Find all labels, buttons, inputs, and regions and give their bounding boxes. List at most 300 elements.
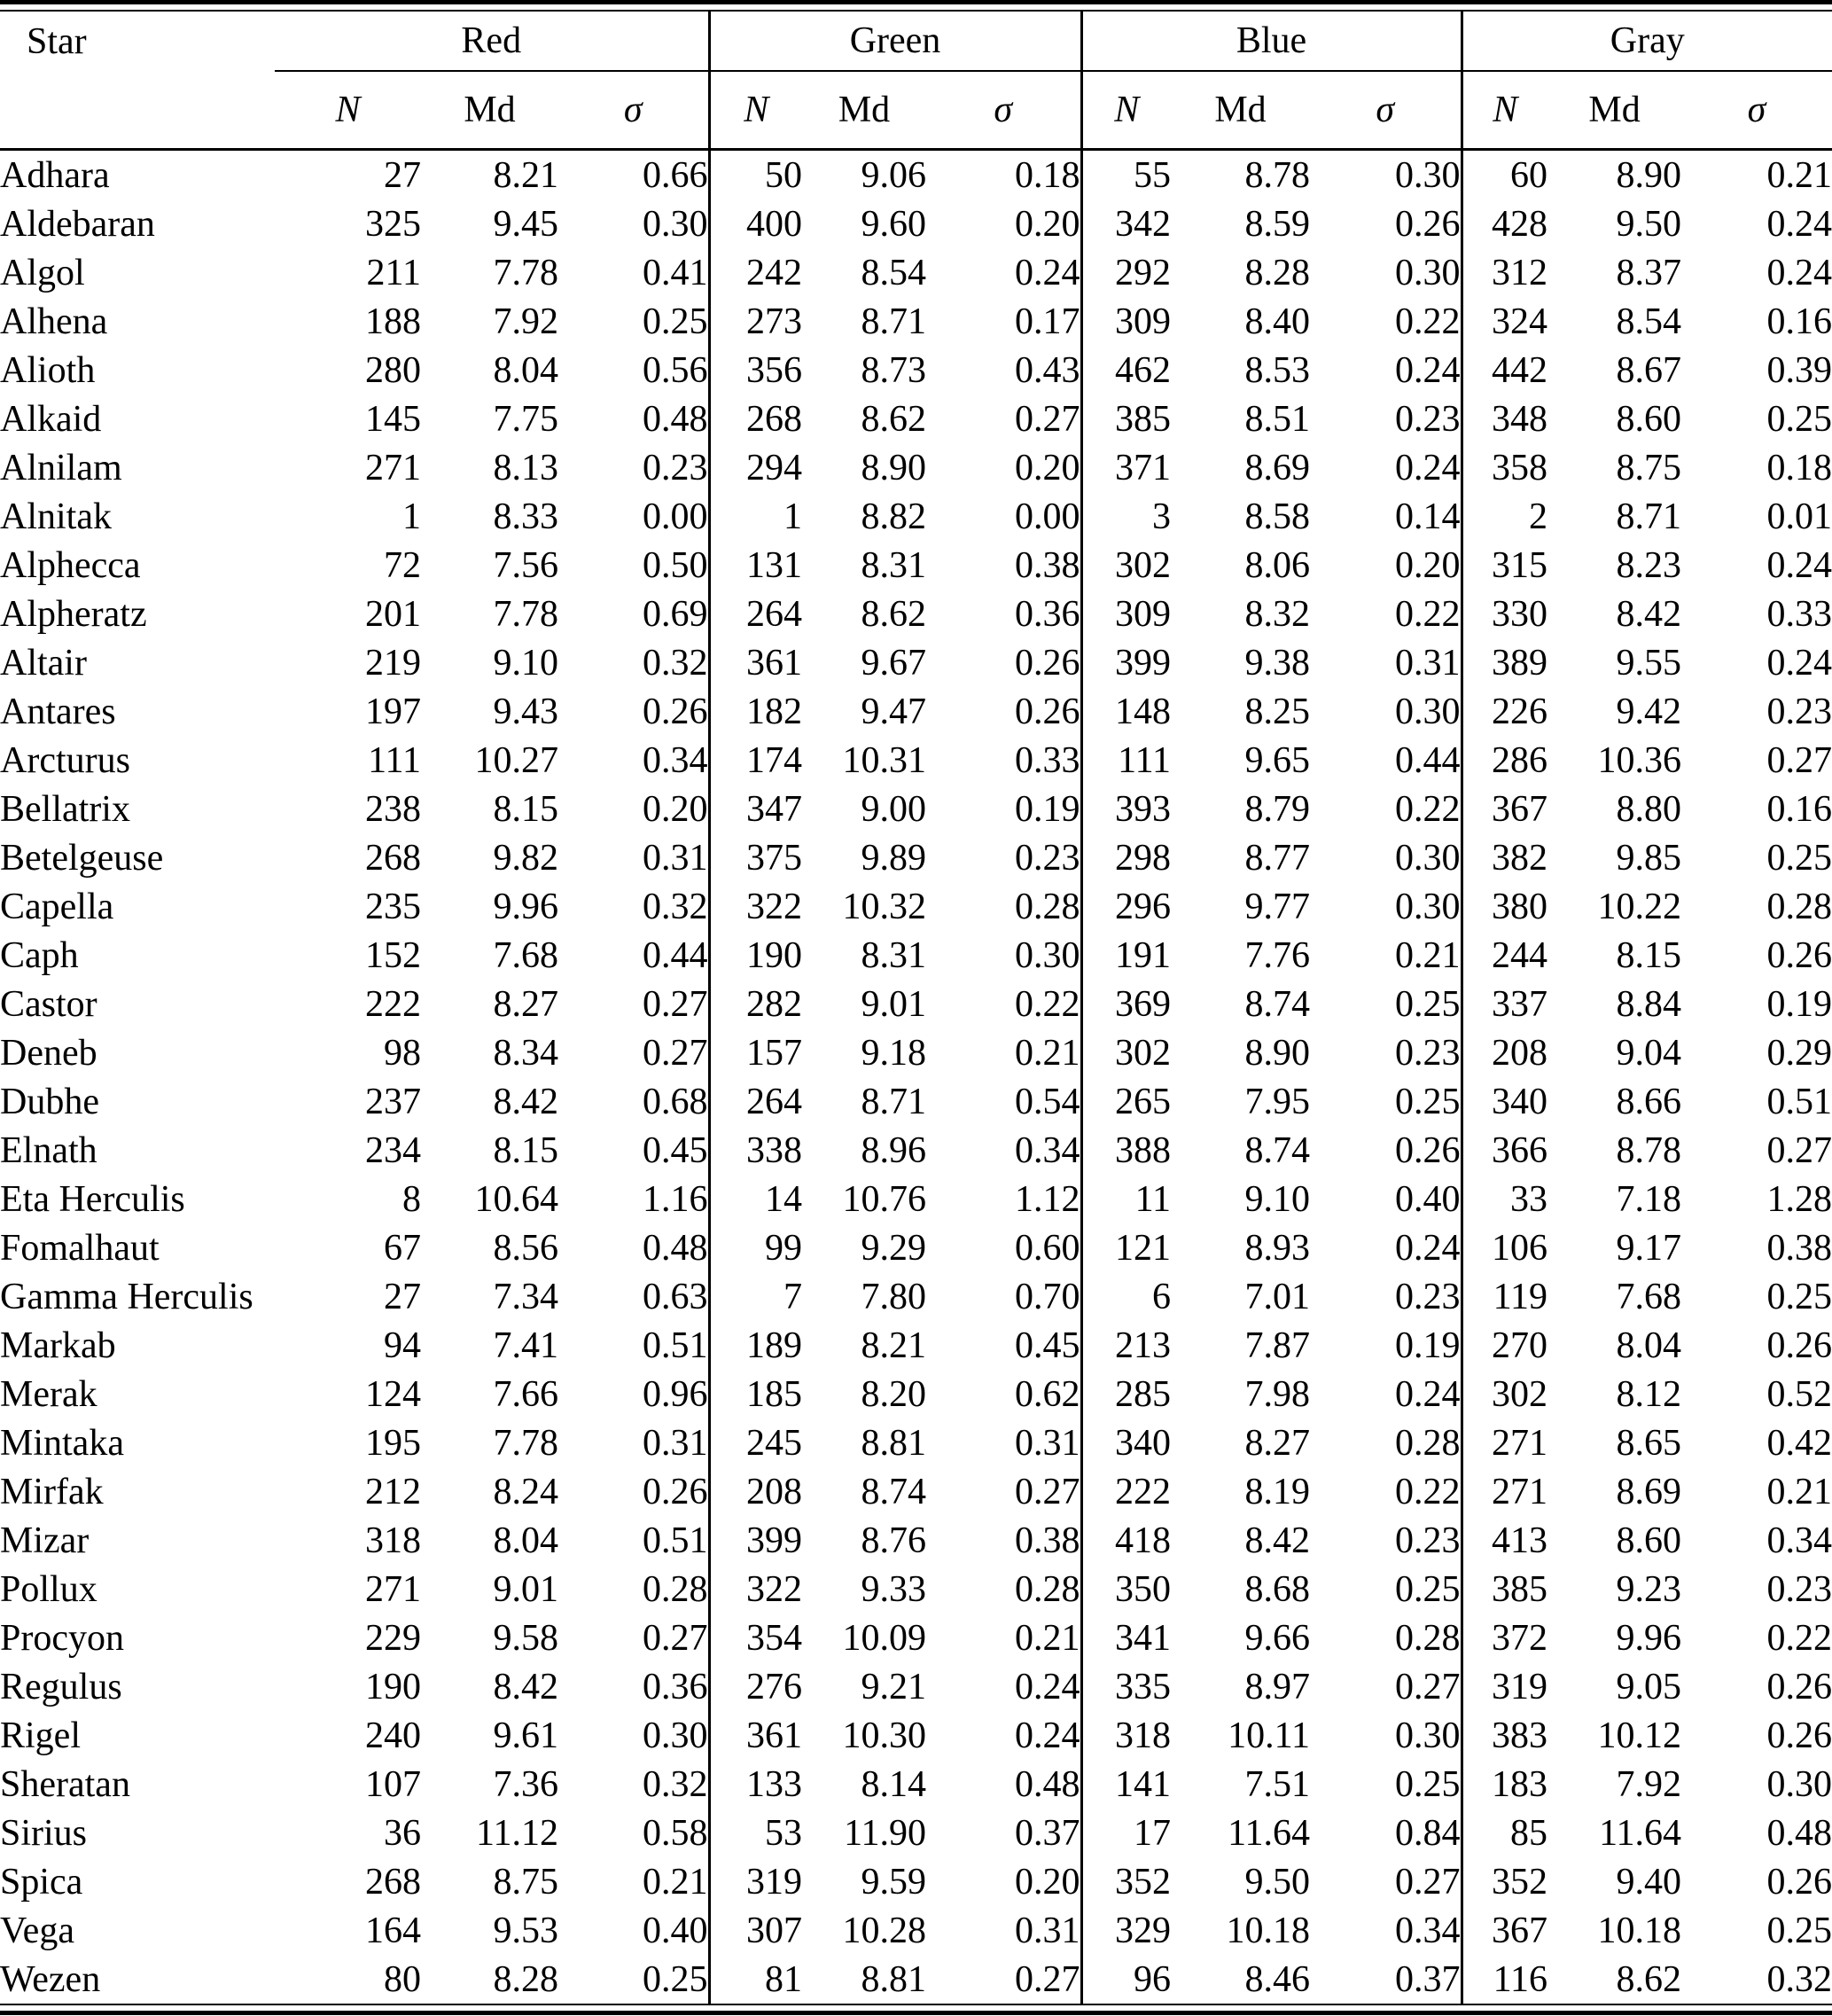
blue-md-header bbox=[1171, 71, 1310, 150]
red-md-cell: 7.36 bbox=[493, 1763, 558, 1805]
red-sig-cell: 0.56 bbox=[643, 349, 708, 391]
gray-n-cell: 271 bbox=[1462, 1467, 1547, 1516]
blue-n-cell: 318 bbox=[1081, 1711, 1171, 1760]
gray-sig-cell: 0.26 bbox=[1766, 1324, 1832, 1366]
red-n-cell: 72 bbox=[384, 544, 421, 586]
n-label: N bbox=[744, 90, 769, 130]
table-row bbox=[0, 736, 1832, 785]
star-name-cell: Sheratan bbox=[0, 1763, 130, 1805]
red-md-cell: 7.41 bbox=[493, 1324, 558, 1366]
red-md-cell: 8.27 bbox=[493, 983, 558, 1025]
red-md-cell: 7.68 bbox=[493, 934, 558, 976]
green-n-cell: 268 bbox=[709, 395, 802, 443]
table-row bbox=[0, 590, 1832, 638]
gray-md-cell: 8.42 bbox=[1616, 593, 1682, 635]
red-n-cell: 240 bbox=[365, 1715, 421, 1756]
gray-md-cell: 8.04 bbox=[1616, 1324, 1682, 1366]
blue-n-cell: 371 bbox=[1081, 443, 1171, 492]
md-label: Md bbox=[464, 90, 516, 130]
table-row bbox=[0, 980, 1832, 1028]
green-sig-cell: 0.54 bbox=[1015, 1081, 1080, 1122]
green-sig-cell: 0.17 bbox=[1015, 301, 1080, 342]
green-md-cell: 11.90 bbox=[844, 1812, 927, 1854]
blue-sig-cell: 0.28 bbox=[1395, 1422, 1461, 1464]
blue-sig-cell: 0.20 bbox=[1395, 544, 1461, 586]
blue-n-cell: 309 bbox=[1081, 590, 1171, 638]
blue-md-cell: 11.64 bbox=[1228, 1812, 1311, 1854]
gray-md-cell: 10.22 bbox=[1597, 886, 1682, 927]
red-md-cell: 8.56 bbox=[493, 1227, 558, 1269]
blue-sig-cell: 0.30 bbox=[1395, 691, 1461, 732]
sigma-label: σ bbox=[623, 90, 643, 130]
red-sigma-header bbox=[558, 71, 709, 150]
red-n-cell: 280 bbox=[365, 349, 421, 391]
gray-md-cell: 8.80 bbox=[1616, 788, 1682, 830]
red-sig-cell: 0.28 bbox=[643, 1568, 708, 1610]
star-name-cell: Bellatrix bbox=[0, 788, 130, 830]
gray-n-cell: 324 bbox=[1462, 297, 1547, 346]
blue-md-cell: 8.40 bbox=[1244, 301, 1311, 342]
red-n-cell: 197 bbox=[365, 691, 421, 732]
red-sig-cell: 0.50 bbox=[643, 544, 708, 586]
blue-md-cell: 8.06 bbox=[1244, 544, 1311, 586]
top-double-rule bbox=[0, 0, 1832, 12]
green-n-cell: 264 bbox=[709, 590, 802, 638]
blue-md-cell: 8.59 bbox=[1244, 203, 1311, 245]
green-n-cell: 264 bbox=[709, 1077, 802, 1126]
gray-sig-cell: 0.39 bbox=[1766, 349, 1832, 391]
red-md-cell: 7.66 bbox=[493, 1373, 558, 1415]
blue-n-cell: 329 bbox=[1081, 1906, 1171, 1955]
red-md-cell: 7.78 bbox=[493, 593, 558, 635]
blue-md-cell: 7.01 bbox=[1244, 1276, 1311, 1317]
table-row bbox=[0, 443, 1832, 492]
blue-md-cell: 9.10 bbox=[1244, 1178, 1311, 1220]
gray-n-cell: 340 bbox=[1462, 1077, 1547, 1126]
green-sig-cell: 0.31 bbox=[1015, 1422, 1080, 1464]
gray-md-cell: 9.17 bbox=[1616, 1227, 1682, 1269]
gray-sig-cell: 0.26 bbox=[1766, 1715, 1832, 1756]
table-row bbox=[0, 1955, 1832, 2004]
red-md-cell: 7.78 bbox=[493, 1422, 558, 1464]
md-label: Md bbox=[1214, 90, 1267, 130]
green-sig-cell: 0.26 bbox=[1015, 691, 1080, 732]
blue-n-cell: 298 bbox=[1081, 833, 1171, 882]
gray-md-cell: 7.68 bbox=[1616, 1276, 1682, 1317]
green-sig-cell: 0.24 bbox=[1015, 252, 1080, 293]
table-row bbox=[0, 1126, 1832, 1175]
red-md-cell: 8.15 bbox=[493, 788, 558, 830]
green-n-cell: 157 bbox=[709, 1028, 802, 1077]
red-sig-cell: 0.25 bbox=[643, 301, 708, 342]
blue-sig-cell: 0.30 bbox=[1395, 154, 1461, 196]
red-md-cell: 8.33 bbox=[493, 496, 558, 537]
gray-md-cell: 8.84 bbox=[1616, 983, 1682, 1025]
gray-sig-cell: 0.26 bbox=[1766, 1666, 1832, 1707]
table-row bbox=[0, 882, 1832, 931]
blue-sig-cell: 0.23 bbox=[1395, 1032, 1461, 1074]
gray-n-cell: 389 bbox=[1462, 638, 1547, 687]
star-name-cell: Alnilam bbox=[0, 447, 122, 488]
gray-sig-cell: 0.32 bbox=[1766, 1958, 1832, 2000]
blue-n-cell: 17 bbox=[1081, 1809, 1171, 1857]
red-md-cell: 9.01 bbox=[493, 1568, 558, 1610]
gray-md-cell: 9.05 bbox=[1616, 1666, 1682, 1707]
gray-sig-cell: 0.33 bbox=[1766, 593, 1832, 635]
table-row bbox=[0, 1321, 1832, 1370]
red-sig-cell: 0.58 bbox=[643, 1812, 708, 1854]
blue-sig-cell: 0.24 bbox=[1395, 349, 1461, 391]
blue-sig-cell: 0.21 bbox=[1395, 934, 1461, 976]
blue-n-cell: 213 bbox=[1081, 1321, 1171, 1370]
gray-n-cell: 226 bbox=[1462, 687, 1547, 736]
green-sig-cell: 0.26 bbox=[1015, 642, 1080, 684]
red-md-cell: 8.28 bbox=[493, 1958, 558, 2000]
star-name-cell: Mirfak bbox=[0, 1471, 104, 1512]
gray-md-cell: 10.18 bbox=[1597, 1910, 1682, 1951]
red-n-cell: 27 bbox=[384, 1276, 421, 1317]
gray-n-cell: 385 bbox=[1462, 1565, 1547, 1614]
red-sig-cell: 0.30 bbox=[643, 1715, 708, 1756]
gray-md-cell: 9.04 bbox=[1616, 1032, 1682, 1074]
green-n-cell: 53 bbox=[709, 1809, 802, 1857]
green-sig-cell: 0.36 bbox=[1015, 593, 1080, 635]
green-md-cell: 8.62 bbox=[861, 593, 927, 635]
red-n-cell: 318 bbox=[365, 1520, 421, 1561]
red-md-cell: 8.13 bbox=[493, 447, 558, 488]
green-n-cell: 99 bbox=[709, 1223, 802, 1272]
green-md-cell: 8.71 bbox=[861, 301, 927, 342]
blue-n-cell: 285 bbox=[1081, 1370, 1171, 1418]
green-n-cell: 208 bbox=[709, 1467, 802, 1516]
blue-md-cell: 8.58 bbox=[1244, 496, 1311, 537]
star-subheader-spacer bbox=[0, 71, 275, 150]
blue-n-cell: 96 bbox=[1081, 1955, 1171, 2004]
green-md-cell: 8.96 bbox=[861, 1129, 927, 1171]
gray-n-cell: 33 bbox=[1462, 1175, 1547, 1223]
blue-sig-cell: 0.22 bbox=[1395, 1471, 1461, 1512]
green-sig-cell: 0.38 bbox=[1015, 1520, 1080, 1561]
gray-sig-cell: 0.38 bbox=[1766, 1227, 1832, 1269]
green-n-cell: 7 bbox=[709, 1272, 802, 1321]
red-sig-cell: 0.00 bbox=[643, 496, 708, 537]
blue-sig-cell: 0.27 bbox=[1395, 1861, 1461, 1903]
red-sig-cell: 0.32 bbox=[643, 886, 708, 927]
blue-md-cell: 9.66 bbox=[1244, 1617, 1311, 1659]
red-sig-cell: 0.40 bbox=[643, 1910, 708, 1951]
gray-n-cell: 348 bbox=[1462, 395, 1547, 443]
green-md-cell: 9.01 bbox=[861, 983, 927, 1025]
green-sigma-header bbox=[926, 71, 1081, 150]
star-column-header: Star bbox=[27, 20, 87, 62]
gray-n-cell: 244 bbox=[1462, 931, 1547, 980]
green-sig-cell: 0.27 bbox=[1015, 1471, 1080, 1512]
gray-md-cell: 9.23 bbox=[1616, 1568, 1682, 1610]
blue-md-cell: 8.77 bbox=[1244, 837, 1311, 879]
red-sig-cell: 0.51 bbox=[643, 1520, 708, 1561]
blue-sig-cell: 0.30 bbox=[1395, 837, 1461, 879]
red-sig-cell: 0.31 bbox=[643, 837, 708, 879]
gray-n-cell: 442 bbox=[1462, 346, 1547, 395]
red-n-cell: 211 bbox=[366, 252, 421, 293]
green-md-cell: 9.06 bbox=[861, 154, 927, 196]
gray-sig-cell: 0.48 bbox=[1766, 1812, 1832, 1854]
star-name-cell: Rigel bbox=[0, 1715, 81, 1756]
red-md-cell: 9.45 bbox=[493, 203, 558, 245]
table-row bbox=[0, 541, 1832, 590]
gray-sig-cell: 0.25 bbox=[1766, 1276, 1832, 1317]
blue-sig-cell: 0.24 bbox=[1395, 1227, 1461, 1269]
gray-sig-cell: 0.25 bbox=[1766, 398, 1832, 440]
green-n-cell: 294 bbox=[709, 443, 802, 492]
group-header-green: Green bbox=[709, 12, 1081, 71]
star-name-cell: Altair bbox=[0, 642, 87, 684]
green-n-cell: 361 bbox=[709, 1711, 802, 1760]
gray-sigma-header bbox=[1681, 71, 1832, 150]
star-name-cell: Alnitak bbox=[0, 496, 112, 537]
gray-n-cell: 302 bbox=[1462, 1370, 1547, 1418]
table-row bbox=[0, 248, 1832, 297]
blue-sig-cell: 0.44 bbox=[1395, 739, 1461, 781]
red-md-cell: 9.58 bbox=[493, 1617, 558, 1659]
gray-sig-cell: 0.01 bbox=[1766, 496, 1832, 537]
gray-n-cell: 413 bbox=[1462, 1516, 1547, 1565]
red-n-cell: 8 bbox=[402, 1178, 421, 1220]
blue-md-cell: 8.28 bbox=[1244, 252, 1311, 293]
blue-md-cell: 8.46 bbox=[1244, 1958, 1311, 2000]
green-sig-cell: 0.22 bbox=[1015, 983, 1080, 1025]
gray-n-cell: 372 bbox=[1462, 1614, 1547, 1662]
red-n-cell: 94 bbox=[384, 1324, 421, 1366]
green-sig-cell: 0.28 bbox=[1015, 886, 1080, 927]
blue-n-cell: 121 bbox=[1081, 1223, 1171, 1272]
gray-sig-cell: 0.26 bbox=[1766, 1861, 1832, 1903]
green-n-cell: 133 bbox=[709, 1760, 802, 1809]
gray-n-cell: 319 bbox=[1462, 1662, 1547, 1711]
star-name-cell: Mintaka bbox=[0, 1422, 124, 1464]
red-sig-cell: 0.48 bbox=[643, 398, 708, 440]
red-n-cell: 238 bbox=[365, 788, 421, 830]
blue-n-cell: 302 bbox=[1081, 1028, 1171, 1077]
gray-md-cell: 8.54 bbox=[1616, 301, 1682, 342]
group-header-gray: Gray bbox=[1462, 12, 1832, 71]
gray-sig-cell: 0.30 bbox=[1766, 1763, 1832, 1805]
red-md-cell: 8.24 bbox=[493, 1471, 558, 1512]
red-md-cell: 8.75 bbox=[493, 1861, 558, 1903]
green-n-cell: 174 bbox=[709, 736, 802, 785]
blue-md-cell: 8.69 bbox=[1244, 447, 1311, 488]
gray-n-cell: 119 bbox=[1462, 1272, 1547, 1321]
table-row bbox=[0, 931, 1832, 980]
blue-n-cell: 3 bbox=[1081, 492, 1171, 541]
red-n-cell: 201 bbox=[365, 593, 421, 635]
red-n-cell: 36 bbox=[384, 1812, 421, 1854]
red-sig-cell: 0.31 bbox=[643, 1422, 708, 1464]
blue-md-cell: 9.65 bbox=[1244, 739, 1311, 781]
red-md-cell: 7.34 bbox=[493, 1276, 558, 1317]
green-n-cell: 361 bbox=[709, 638, 802, 687]
red-n-cell: 164 bbox=[365, 1910, 421, 1951]
blue-md-cell: 8.74 bbox=[1244, 983, 1311, 1025]
blue-md-cell: 8.42 bbox=[1244, 1520, 1311, 1561]
blue-sig-cell: 0.37 bbox=[1395, 1958, 1461, 2000]
green-sig-cell: 0.20 bbox=[1015, 203, 1080, 245]
table-row bbox=[0, 1467, 1832, 1516]
green-n-cell: 354 bbox=[709, 1614, 802, 1662]
bottom-double-rule bbox=[0, 2004, 1832, 2015]
table-header bbox=[0, 12, 1832, 150]
table-row bbox=[0, 1223, 1832, 1272]
gray-md-cell: 11.64 bbox=[1599, 1812, 1682, 1854]
green-n-cell: 50 bbox=[709, 150, 802, 200]
gray-md-cell: 9.96 bbox=[1616, 1617, 1682, 1659]
gray-n-cell: 367 bbox=[1462, 1906, 1547, 1955]
gray-n-cell: 271 bbox=[1462, 1418, 1547, 1467]
blue-sig-cell: 0.14 bbox=[1395, 496, 1461, 537]
red-n-cell: 271 bbox=[365, 1568, 421, 1610]
blue-sig-cell: 0.19 bbox=[1395, 1324, 1461, 1366]
gray-n-cell: 337 bbox=[1462, 980, 1547, 1028]
blue-n-cell: 292 bbox=[1081, 248, 1171, 297]
gray-n-cell: 366 bbox=[1462, 1126, 1547, 1175]
green-md-cell: 10.76 bbox=[842, 1178, 927, 1220]
blue-sig-cell: 0.26 bbox=[1395, 203, 1461, 245]
star-name-cell: Deneb bbox=[0, 1032, 97, 1074]
gray-n-cell: 85 bbox=[1462, 1809, 1547, 1857]
green-sig-cell: 0.60 bbox=[1015, 1227, 1080, 1269]
blue-n-cell: 111 bbox=[1081, 736, 1171, 785]
blue-md-cell: 8.68 bbox=[1244, 1568, 1311, 1610]
table-row bbox=[0, 1760, 1832, 1809]
green-md-cell: 8.82 bbox=[861, 496, 927, 537]
star-photometry-table bbox=[0, 12, 1832, 2004]
n-label: N bbox=[1114, 90, 1140, 130]
blue-md-cell: 7.76 bbox=[1244, 934, 1311, 976]
gray-sig-cell: 0.24 bbox=[1766, 544, 1832, 586]
green-md-cell: 8.14 bbox=[861, 1763, 927, 1805]
gray-md-cell: 8.71 bbox=[1616, 496, 1682, 537]
n-label: N bbox=[335, 90, 361, 130]
blue-md-cell: 7.51 bbox=[1244, 1763, 1311, 1805]
green-md-cell: 8.20 bbox=[861, 1373, 927, 1415]
star-name-cell: Alkaid bbox=[0, 398, 102, 440]
red-n-cell: 107 bbox=[365, 1763, 421, 1805]
blue-md-cell: 8.25 bbox=[1244, 691, 1311, 732]
gray-n-cell: 358 bbox=[1462, 443, 1547, 492]
green-md-cell: 8.73 bbox=[861, 349, 927, 391]
green-md-cell: 9.89 bbox=[861, 837, 927, 879]
sigma-label: σ bbox=[1747, 90, 1766, 130]
red-md-cell: 8.34 bbox=[493, 1032, 558, 1074]
gray-sig-cell: 0.22 bbox=[1766, 1617, 1832, 1659]
red-sig-cell: 0.45 bbox=[643, 1129, 708, 1171]
blue-n-cell: 369 bbox=[1081, 980, 1171, 1028]
blue-n-cell: 393 bbox=[1081, 785, 1171, 833]
green-n-cell: 14 bbox=[709, 1175, 802, 1223]
green-sig-cell: 0.43 bbox=[1015, 349, 1080, 391]
red-sig-cell: 0.26 bbox=[643, 1471, 708, 1512]
blue-sig-cell: 0.23 bbox=[1395, 1520, 1461, 1561]
green-md-header bbox=[802, 71, 926, 150]
green-n-header bbox=[709, 71, 802, 150]
gray-md-cell: 10.36 bbox=[1597, 739, 1682, 781]
red-sig-cell: 0.20 bbox=[643, 788, 708, 830]
gray-md-cell: 9.85 bbox=[1616, 837, 1682, 879]
gray-md-cell: 9.55 bbox=[1616, 642, 1682, 684]
blue-n-cell: 265 bbox=[1081, 1077, 1171, 1126]
green-md-cell: 10.32 bbox=[842, 886, 927, 927]
blue-md-cell: 10.11 bbox=[1228, 1715, 1311, 1756]
gray-md-cell: 8.60 bbox=[1616, 398, 1682, 440]
green-n-cell: 273 bbox=[709, 297, 802, 346]
red-md-cell: 10.64 bbox=[474, 1178, 558, 1220]
blue-n-cell: 148 bbox=[1081, 687, 1171, 736]
red-sig-cell: 0.25 bbox=[643, 1958, 708, 2000]
red-sig-cell: 0.51 bbox=[643, 1324, 708, 1366]
star-name-cell: Alphecca bbox=[0, 544, 141, 586]
gray-n-cell: 208 bbox=[1462, 1028, 1547, 1077]
blue-md-cell: 8.53 bbox=[1244, 349, 1311, 391]
green-n-cell: 245 bbox=[709, 1418, 802, 1467]
gray-md-cell: 8.67 bbox=[1616, 349, 1682, 391]
green-sig-cell: 0.37 bbox=[1015, 1812, 1080, 1854]
green-sig-cell: 0.24 bbox=[1015, 1715, 1080, 1756]
star-name-cell: Capella bbox=[0, 886, 114, 927]
red-n-cell: 222 bbox=[365, 983, 421, 1025]
green-sig-cell: 0.19 bbox=[1015, 788, 1080, 830]
red-md-cell: 8.15 bbox=[493, 1129, 558, 1171]
green-md-cell: 10.30 bbox=[842, 1715, 927, 1756]
red-md-cell: 8.04 bbox=[493, 1520, 558, 1561]
blue-n-cell: 191 bbox=[1081, 931, 1171, 980]
gray-sig-cell: 0.25 bbox=[1766, 837, 1832, 879]
blue-n-cell: 352 bbox=[1081, 1857, 1171, 1906]
green-sig-cell: 0.21 bbox=[1015, 1617, 1080, 1659]
blue-sig-cell: 0.25 bbox=[1395, 1081, 1461, 1122]
red-sig-cell: 1.16 bbox=[643, 1178, 708, 1220]
green-md-cell: 8.54 bbox=[861, 252, 927, 293]
red-md-cell: 8.21 bbox=[493, 154, 558, 196]
blue-n-cell: 222 bbox=[1081, 1467, 1171, 1516]
gray-sig-cell: 0.21 bbox=[1766, 154, 1832, 196]
gray-md-cell: 8.23 bbox=[1616, 544, 1682, 586]
gray-md-cell: 8.15 bbox=[1616, 934, 1682, 976]
gray-md-cell: 8.75 bbox=[1616, 447, 1682, 488]
gray-sig-cell: 0.52 bbox=[1766, 1373, 1832, 1415]
star-name-cell: Caph bbox=[0, 934, 79, 976]
star-name-cell: Vega bbox=[0, 1910, 74, 1951]
green-sig-cell: 0.38 bbox=[1015, 544, 1080, 586]
green-md-cell: 9.59 bbox=[861, 1861, 927, 1903]
green-n-cell: 182 bbox=[709, 687, 802, 736]
blue-md-cell: 8.90 bbox=[1244, 1032, 1311, 1074]
gray-n-cell: 380 bbox=[1462, 882, 1547, 931]
table-row bbox=[0, 638, 1832, 687]
red-sig-cell: 0.41 bbox=[643, 252, 708, 293]
red-md-cell: 9.82 bbox=[493, 837, 558, 879]
gray-n-cell: 183 bbox=[1462, 1760, 1547, 1809]
green-sig-cell: 0.34 bbox=[1015, 1129, 1080, 1171]
green-md-cell: 8.76 bbox=[861, 1520, 927, 1561]
green-n-cell: 400 bbox=[709, 199, 802, 248]
green-sig-cell: 0.30 bbox=[1015, 934, 1080, 976]
star-name-cell: Alioth bbox=[0, 349, 96, 391]
green-n-cell: 319 bbox=[709, 1857, 802, 1906]
red-md-cell: 9.53 bbox=[493, 1910, 558, 1951]
gray-sig-cell: 0.26 bbox=[1766, 934, 1832, 976]
blue-sig-cell: 0.23 bbox=[1395, 1276, 1461, 1317]
red-sig-cell: 0.23 bbox=[643, 447, 708, 488]
